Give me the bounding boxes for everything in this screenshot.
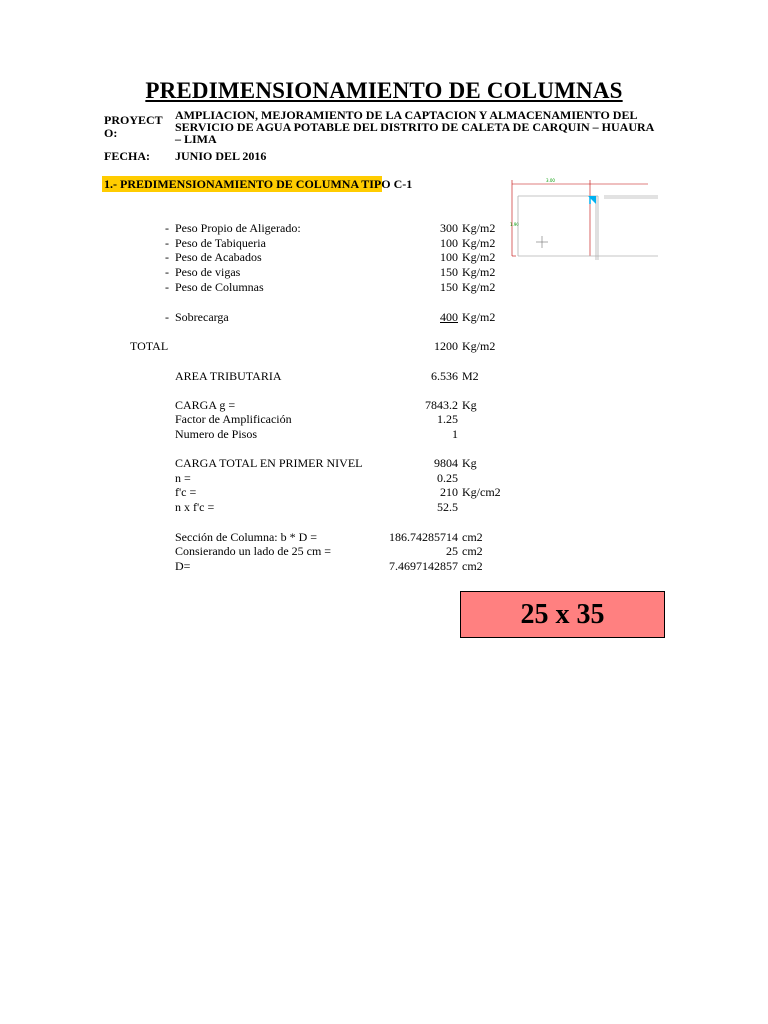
load-unit: Kg/m2: [462, 236, 496, 250]
load-value: 100: [440, 250, 458, 264]
drawing-dim-left: 1.90: [510, 222, 519, 227]
load-dash: -: [165, 265, 169, 279]
load-label: Peso de vigas: [175, 265, 241, 279]
project-label: [104, 114, 163, 140]
area-label: AREA TRIBUTARIA: [175, 369, 282, 383]
sobrecarga-unit: Kg/m2: [462, 310, 496, 324]
total-value: 1200: [434, 339, 458, 353]
seccion-label: Sección de Columna: b * D =: [175, 530, 318, 544]
nfc-label: n x f'c =: [175, 500, 215, 514]
pisos-label: Numero de Pisos: [175, 427, 257, 441]
load-label: Peso de Columnas: [175, 280, 264, 294]
load-row: [165, 250, 169, 264]
load-label: Peso Propio de Aligerado:: [175, 221, 301, 235]
load-dash: -: [165, 280, 169, 294]
factor-value: 1.25: [437, 412, 458, 426]
fc-unit: Kg/cm2: [462, 485, 501, 499]
carga-total-value: 9804: [434, 456, 458, 470]
load-row: [165, 221, 169, 235]
load-value: 150: [440, 265, 458, 279]
sobrecarga-dash: -: [165, 310, 169, 324]
load-value: 150: [440, 280, 458, 294]
area-value: 6.536: [431, 369, 458, 383]
project-label-line1: PROYECT: [104, 113, 163, 127]
project-label-line2: O:: [104, 126, 118, 140]
seccion-unit: cm2: [462, 530, 483, 544]
lado-value: 25: [446, 544, 458, 558]
carga-g-value: 7843.2: [425, 398, 458, 412]
nfc-value: 52.5: [437, 500, 458, 514]
d-label: D=: [175, 559, 191, 573]
sobrecarga-label: Sobrecarga: [175, 310, 229, 324]
load-dash: -: [165, 221, 169, 235]
fc-value: 210: [440, 485, 458, 499]
fc-label: f'c =: [175, 485, 197, 499]
sobrecarga-value-text: 400: [440, 310, 458, 324]
factor-label: Factor de Amplificación: [175, 412, 292, 426]
load-unit: Kg/m2: [462, 280, 496, 294]
carga-g-label: CARGA g =: [175, 398, 236, 412]
column-plan-drawing: [508, 176, 664, 260]
carga-total-label: CARGA TOTAL EN PRIMER NIVEL: [175, 456, 363, 470]
page-title: PREDIMENSIONAMIENTO DE COLUMNAS: [145, 78, 623, 103]
sobrecarga-value: [338, 310, 458, 324]
load-row: [165, 280, 169, 294]
d-unit: cm2: [462, 559, 483, 573]
date-value: JUNIO DEL 2016: [175, 149, 267, 163]
seccion-value: 186.74285714: [389, 530, 458, 544]
total-label: TOTAL: [130, 339, 169, 353]
load-label: Peso de Acabados: [175, 250, 262, 264]
load-dash: -: [165, 250, 169, 264]
n-label: n =: [175, 471, 191, 485]
area-unit: M2: [462, 369, 479, 383]
load-row: [165, 265, 169, 279]
lado-unit: cm2: [462, 544, 483, 558]
carga-total-unit: Kg: [462, 456, 477, 470]
project-value: AMPLIACION, MEJORAMIENTO DE LA CAPTACION Y ALMACENAMIENTO DEL SERVICIO DE AGUA POTABLE DEL DISTRITO DE CALETA DE CARQUIN – HUAURA – LIMA: [175, 108, 654, 146]
total-unit: Kg/m2: [462, 339, 496, 353]
load-dash: -: [165, 236, 169, 250]
carga-g-unit: Kg: [462, 398, 477, 412]
result-box: 25 x 35: [460, 591, 665, 638]
n-value: 0.25: [437, 471, 458, 485]
lado-label: Consierando un lado de 25 cm =: [175, 544, 332, 558]
date-label: FECHA:: [104, 149, 150, 163]
load-value: 100: [440, 236, 458, 250]
load-unit: Kg/m2: [462, 265, 496, 279]
d-value: 7.4697142857: [389, 559, 458, 573]
load-value: 300: [440, 221, 458, 235]
load-unit: Kg/m2: [462, 221, 496, 235]
load-unit: Kg/m2: [462, 250, 496, 264]
load-row: [165, 236, 169, 250]
section-title: 1.- PREDIMENSIONAMIENTO DE COLUMNA TIPO C-1: [104, 177, 413, 191]
load-label: Peso de Tabiqueria: [175, 236, 266, 250]
pisos-value: 1: [452, 427, 458, 441]
drawing-dim-top: 3.00: [546, 178, 555, 183]
